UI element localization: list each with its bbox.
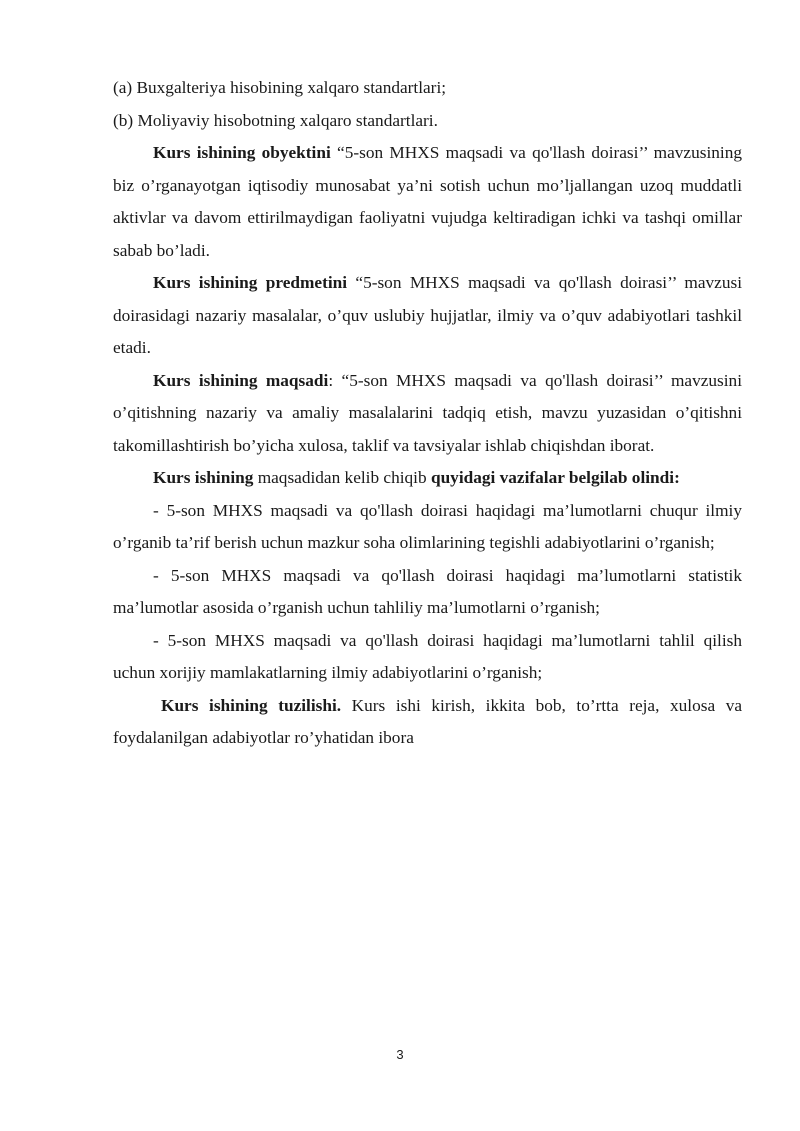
obyekt-text: “5-son MHXS maqsadi va qo'llash doirasi’’ mavzusining biz o’rganayotgan iqtisodiy munosabat ya’ni sotish uchun mo’ljallangan uzoq muddatli aktivlar va davom ettirilmaydigan faoliyatni vujudga keltiradigan ichki va tashqi omillar sabab bo’ladi. [113,143,742,260]
predmet-label: Kurs ishining predmetini [153,273,348,292]
maqsad-label: Kurs ishining maqsadi [153,370,329,390]
paragraph-predmet [113,267,742,365]
standard-line-a: (a) Buxgalteriya hisobining xalqaro standartlari; [113,78,447,97]
tuzilish-text: Kurs ishi kirish, ikkita bob, to’rtta reja, xulosa va foydalanilgan adabiyotlar ro’yhatidan ibora [113,695,743,747]
vazifa-middle: maqsadidan kelib chiqib [253,468,431,487]
vazifa-bold-tail: quyidagi vazifalar belgilab olindi: [430,468,680,487]
task-item-3: - 5-son MHXS maqsadi va qo'llash doirasi haqidagi ma’lumotlarni tahlil qilish uchun xorijiy mamlakatlarning ilmiy adabiyotlarini o’rganish; [113,630,742,682]
predmet-text: “5-son MHXS maqsadi va qo'llash doirasi’’ mavzusi doirasidagi nazariy masalalar, o’quv uslubiy hujjatlar, ilmiy va o’quv adabiyotlari tashkil etadi. [113,273,742,357]
vazifa-label: Kurs ishining [153,468,254,487]
maqsad-text: : “5-son MHXS maqsadi va qo'llash doirasi’’ mavzusini o’qitishning nazariy va amaliy masalalarini tadqiq etish, mavzu yuzasidan o’qitishni takomillashtirish bo’yicha xulosa, taklif va tavsiyalar ishlab chiqishdan iborat. [113,370,742,455]
paragraph-obyekt [113,137,742,267]
obyekt-label: Kurs ishining obyektini [153,143,331,162]
paragraph-tuzilish [113,690,742,755]
page-number: 3 [396,1047,404,1062]
task-item-1: - 5-son MHXS maqsadi va qo'llash doirasi haqidagi ma’lumotlarni chuqur ilmiy o’rganib ta’rif berish uchun mazkur soha olimlarining tegishli adabiyotlarini o’rganish; [113,500,742,552]
task-item-2: - 5-son MHXS maqsadi va qo'llash doirasi haqidagi ma’lumotlarni statistik ma’lumotlar asosida o’rganish uchun tahliliy ma’lumotlarni o’rganish; [113,565,742,617]
standard-line-b: (b) Moliyaviy hisobotning xalqaro standartlari. [113,110,438,130]
tuzilish-label: Kurs ishining tuzilishi. [161,695,342,715]
document-page [113,72,742,755]
paragraph-vazifa-intro [113,462,742,495]
paragraph-maqsad [113,365,742,463]
